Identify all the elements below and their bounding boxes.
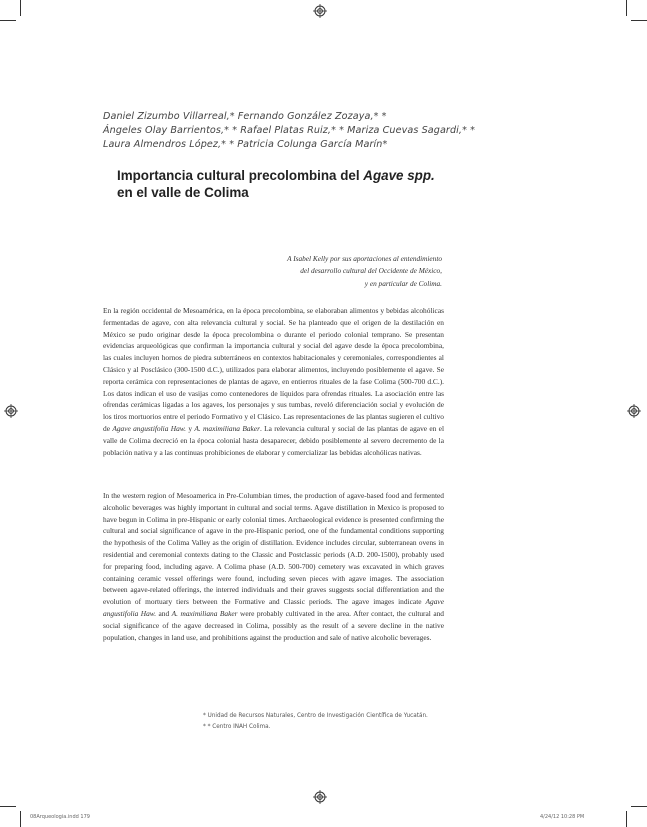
crop-mark: [0, 20, 16, 21]
crop-mark: [631, 20, 647, 21]
species-name: A. maximiliana Baker: [171, 608, 238, 618]
registration-mark-icon: [313, 790, 327, 804]
species-name: Agave angustifolia Haw.: [112, 423, 187, 433]
dedication-line: y en particular de Colima.: [364, 278, 442, 288]
registration-mark-icon: [4, 404, 18, 418]
species-name: A. maximiliana Baker: [194, 423, 260, 433]
title-species: Agave spp.: [363, 168, 435, 183]
file-slug: 08Arqueologia.indd 179: [30, 814, 90, 820]
dedication-line: A Isabel Kelly por sus aportaciones al entendimiento: [287, 254, 442, 263]
author-line: Ángeles Olay Barrientos,* * Rafael Platas Ruiz,* * Mariza Cuevas Sagardi,* *: [103, 125, 476, 136]
crop-mark: [626, 811, 627, 827]
article-title: [117, 167, 537, 201]
title-text: en el valle de Colima: [117, 185, 249, 200]
footnote: * * Centro INAH Colima.: [203, 724, 271, 730]
crop-mark: [626, 0, 627, 16]
print-timestamp: 4/24/12 10:28 PM: [540, 814, 585, 820]
author-line: Laura Almendros López,* * Patricia Colunga García Marín*: [103, 139, 388, 150]
crop-mark: [631, 806, 647, 807]
dedication: [236, 253, 442, 290]
dedication-line: del desarrollo cultural del Occidente de México,: [300, 266, 442, 276]
crop-mark: [20, 811, 21, 827]
registration-mark-icon: [627, 404, 641, 418]
footnotes: [203, 711, 473, 733]
registration-mark-icon: [313, 4, 327, 18]
author-list: [103, 110, 523, 152]
crop-mark: [0, 806, 16, 807]
crop-mark: [20, 0, 21, 16]
abstract-english: In the western region of Mesoamerica in Pre-Columbian times, the production of agave-based food and fermented alcoholic beverages was highly important in cultural and social terms. Agave distillation in Mexico is proposed to have begun in Colima in pre-Hispanic or early colonial times. Archaeological evidence is presented confirming the cultural and social significance of agave in the pre-Hispanic period, one of the fundamental conditions supporting the hypothesis of the Colima Valley as the origin of distillation. Evidence includes circular, subterranean ovens in residential and ceremonial contexts dating to the Classic and Postclassic periods (A.D. 200-1500), probably used for preparing food, including agave. A Colima phase (A.D. 500-700) cemetery was excavated in which graves containing ceramic vessel offerings were found, including seven pieces with agave images. The association between agave-related offerings, the interred individuals and their graves suggests social differentiation and the evolution of mortuary tiers between the Formative and Classic periods. The agave images indicate Agave angustifolia Haw. and A. maximiliana Baker were probably cultivated in the area. After contact, the cultural and social significance of the agave decreased in Colima, possibly as the result of a severe decline in the native population, changes in land use, and prohibitions against the production and sale of native alcoholic beverages.: [103, 491, 444, 642]
species-name: Agave angustifolia Haw.: [103, 597, 444, 618]
title-text: Importancia cultural precolombina del: [117, 168, 364, 183]
author-line: Daniel Zizumbo Villarreal,* Fernando González Zozaya,* *: [103, 111, 387, 122]
footnote: * Unidad de Recursos Naturales, Centro de Investigación Científica de Yucatán.: [203, 713, 428, 719]
abstract-spanish: En la región occidental de Mesoamérica, en la época precolombina, se elaboraban alimentos y bebidas alcohólicas fermentadas de agave, con alta relevancia cultural y social. Se ha planteado que el origen de la destilación en México se pudo originar desde la época precolombina o durante el periodo colonial temprano. Se presentan evidencias arqueológicas que confirman la importancia cultural y social del agave desde la época precolombina, las cuales incluyen hornos de piedra subterráneos en contextos habitacionales y ceremoniales, correspondientes al Clásico y al Posclásico (300-1500 d.C.), utilizados para elaborar alimentos, incluyendo posiblemente el agave. Se reporta cerámica con representaciones de plantas de agave, en entierros rituales de la fase Colima (500-700 d.C.). Los datos indican el uso de vasijas como contenedores de líquidos para ofrendas rituales. La asociación entre las ofrendas cerámicas ligadas a los agaves, los personajes y sus tumbas, reveló diferenciación social y evolución de los tiros mortuorios entre el periodo Formativo y el Clásico. Las representaciones de las plantas sugieren el cultivo de Agave angustifolia Haw. y A. maximiliana Baker. La relevancia cultural y social de las plantas de agave en el valle de Colima decreció en la época colonial hasta desaparecer, debido posiblemente al severo decremento de la población nativa y a las continuas prohibiciones de elaborar y comercializar las bebidas alcohólicas nativas.: [103, 306, 444, 457]
